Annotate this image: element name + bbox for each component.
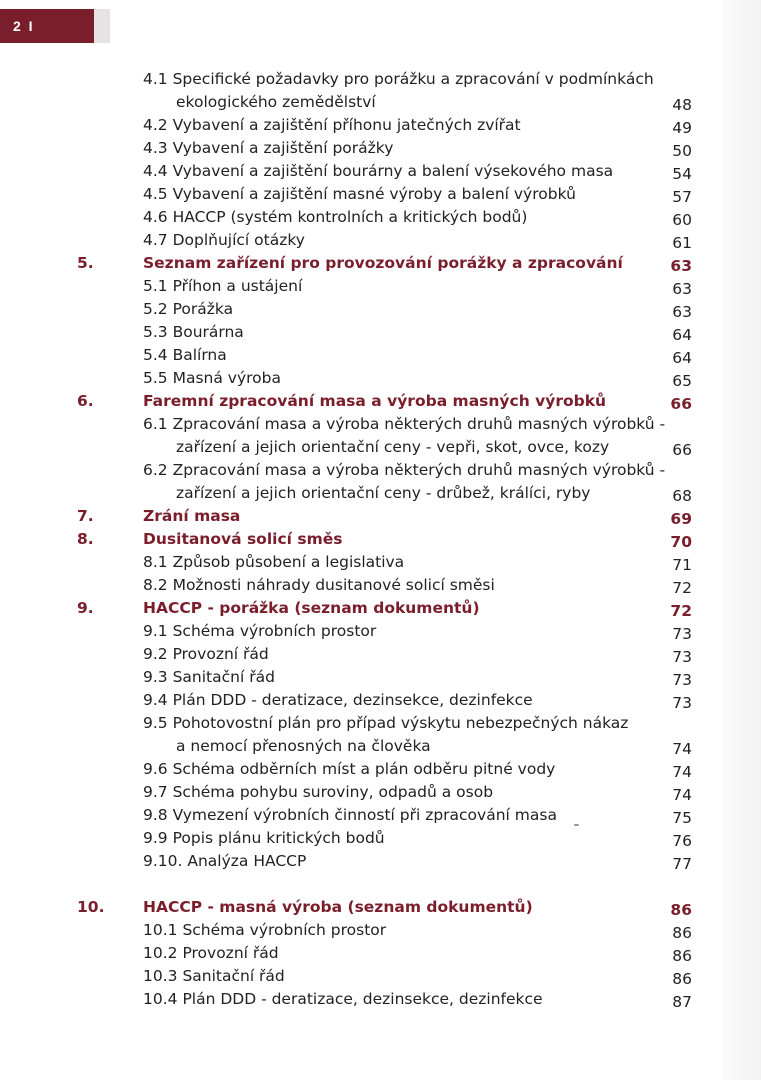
toc-page-number: 70 [670,533,692,551]
toc-entry-title: Seznam zařízení pro provozování porážky a zpracování [143,254,623,272]
toc-entry-title: 5.4 Balírna [143,346,227,364]
toc-entry-title: zařízení a jejich orientační ceny - drůbež, králíci, ryby [176,484,591,502]
toc-entry-row [0,735,761,758]
toc-entry-title: 9.6 Schéma odběrních míst a plán odběru pitné vody [143,760,556,778]
toc-entry-title: Zrání masa [143,507,241,525]
toc-entry-row [0,482,761,505]
toc-entry-title: 9.9 Popis plánu kritických bodů [143,829,385,847]
toc-entry-row [0,367,761,390]
toc-entry-row [0,643,761,666]
toc-entry-title: 4.3 Vybavení a zajištění porážky [143,139,394,157]
toc-page-number: 74 [672,740,692,758]
toc-page-number: 73 [672,625,692,643]
toc-entry-row [0,229,761,252]
toc-entry-row [0,574,761,597]
toc-entry-row [0,436,761,459]
toc-entry-row [0,988,761,1011]
toc-page-number: 57 [672,188,692,206]
toc-page-number: 86 [672,924,692,942]
toc-entry-title: 9.5 Pohotovostní plán pro případ výskytu nebezpečných nákaz [143,714,629,732]
toc-entry-title: 4.6 HACCP (systém kontrolních a kritických bodů) [143,208,528,226]
toc-page-number: 54 [672,165,692,183]
toc-entry-row [0,114,761,137]
toc-entry-row [0,666,761,689]
toc-page-number: 63 [672,280,692,298]
toc-entry-title: Dusitanová solicí směs [143,530,343,548]
toc-page-number: 50 [672,142,692,160]
toc-entry-row [0,919,761,942]
toc-entry-row [0,965,761,988]
toc-section-row [0,896,761,919]
toc-page-number: 87 [672,993,692,1011]
toc-entry-row [0,160,761,183]
toc-entry-row [0,68,761,91]
toc-page-number: 76 [672,832,692,850]
toc-page-number: 69 [670,510,692,528]
toc-section-row [0,528,761,551]
toc-entry-row [0,298,761,321]
toc-entry-title: 10.4 Plán DDD - deratizace, dezinsekce, dezinfekce [143,990,543,1008]
toc-page-number: 63 [670,257,692,275]
toc-entry-row [0,620,761,643]
toc-page-number: 73 [672,694,692,712]
toc-page-number: 63 [672,303,692,321]
toc-entry-title: 9.8 Vymezení výrobních činností při zpracování masa [143,806,557,824]
toc-page-number: 74 [672,763,692,781]
toc-entry-title: 4.5 Vybavení a zajištění masné výroby a balení výrobků [143,185,576,203]
toc-page-number: 48 [672,96,692,114]
toc-page-number: 73 [672,671,692,689]
chapter-number: 8. [77,530,94,548]
toc-entry-title: 9.2 Provozní řád [143,645,269,663]
toc-entry-row [0,689,761,712]
toc-entry-title: HACCP - masná výroba (seznam dokumentů) [143,898,533,916]
toc-page-number: 61 [672,234,692,252]
toc-page-number: 66 [670,395,692,413]
toc-page-number: 86 [672,970,692,988]
toc-page-number: 68 [672,487,692,505]
toc-page-number: 86 [672,947,692,965]
toc-entry-row [0,137,761,160]
toc-entry-row [0,413,761,436]
chapter-number: 5. [77,254,94,272]
toc-entry-row [0,206,761,229]
toc-entry-title: a nemocí přenosných na člověka [176,737,431,755]
chapter-number: 9. [77,599,94,617]
stray-mark [574,824,579,826]
toc-entry-title: 5.5 Masná výroba [143,369,281,387]
toc-page-number: 64 [672,349,692,367]
toc-section-row [0,252,761,275]
toc-entry-title: 9.7 Schéma pohybu suroviny, odpadů a osob [143,783,494,801]
toc-entry-title: 6.2 Zpracování masa a výroba některých druhů masných výrobků - [143,461,666,479]
page-number-label: 2 I [13,18,35,34]
toc-entry-row [0,827,761,850]
toc-entry-row [0,321,761,344]
toc-page-number: 66 [672,441,692,459]
toc-entry-title: 4.1 Specifické požadavky pro porážku a zpracování v podmínkách [143,70,654,88]
toc-page-number: 71 [672,556,692,574]
toc-entry-title: ekologického zemědělství [176,93,376,111]
toc-page-number: 73 [672,648,692,666]
toc-entry-title: 4.2 Vybavení a zajištění příhonu jatečných zvířat [143,116,521,134]
toc-page-number: 60 [672,211,692,229]
toc-entry-title: zařízení a jejich orientační ceny - vepři, skot, ovce, kozy [176,438,610,456]
toc-page-number: 72 [672,579,692,597]
toc-section-row [0,597,761,620]
toc-entry-title: 4.4 Vybavení a zajištění bourárny a balení výsekového masa [143,162,614,180]
toc-entry-title: 10.1 Schéma výrobních prostor [143,921,387,939]
toc-entry-title: Faremní zpracování masa a výroba masných výrobků [143,392,607,410]
toc-entry-row [0,91,761,114]
toc-page-number: 49 [672,119,692,137]
toc-page-number: 65 [672,372,692,390]
toc-entry-row [0,781,761,804]
toc-page-number: 86 [670,901,692,919]
toc-entry-title: 6.1 Zpracování masa a výroba některých druhů masných výrobků - [143,415,666,433]
toc-entry-title: 8.2 Možnosti náhrady dusitanové solicí směsi [143,576,495,594]
toc-entry-row [0,804,761,827]
toc-entry-row [0,712,761,735]
chapter-number: 10. [77,898,105,916]
toc-page-number: 77 [672,855,692,873]
toc-section-row [0,390,761,413]
toc-entry-row [0,942,761,965]
toc-entry-title: 5.2 Porážka [143,300,234,318]
toc-page-number: 64 [672,326,692,344]
chapter-number: 6. [77,392,94,410]
toc-entry-title: 9.3 Sanitační řád [143,668,275,686]
toc-page-number: 72 [670,602,692,620]
toc-entry-row [0,344,761,367]
toc-entry-title: 5.3 Bourárna [143,323,244,341]
toc-entry-title: 9.1 Schéma výrobních prostor [143,622,377,640]
toc-entry-row [0,459,761,482]
toc-section-row [0,505,761,528]
toc-entry-title: 9.4 Plán DDD - deratizace, dezinsekce, dezinfekce [143,691,533,709]
toc-entry-row [0,183,761,206]
toc-entry-title: 5.1 Příhon a ustájení [143,277,303,295]
toc-page-number: 74 [672,786,692,804]
toc-entry-title: 9.10. Analýza HACCP [143,852,307,870]
toc-entry-row [0,850,761,873]
toc-entry-title: 10.2 Provozní řád [143,944,279,962]
toc-entry-title: 10.3 Sanitační řád [143,967,285,985]
toc-entry-title: 8.1 Způsob působení a legislativa [143,553,405,571]
chapter-number: 7. [77,507,94,525]
toc-entry-title: 4.7 Doplňující otázky [143,231,305,249]
toc-entry-title: HACCP - porážka (seznam dokumentů) [143,599,480,617]
toc-page-number: 75 [672,809,692,827]
toc-entry-row [0,758,761,781]
toc-entry-row [0,551,761,574]
toc-entry-row [0,275,761,298]
